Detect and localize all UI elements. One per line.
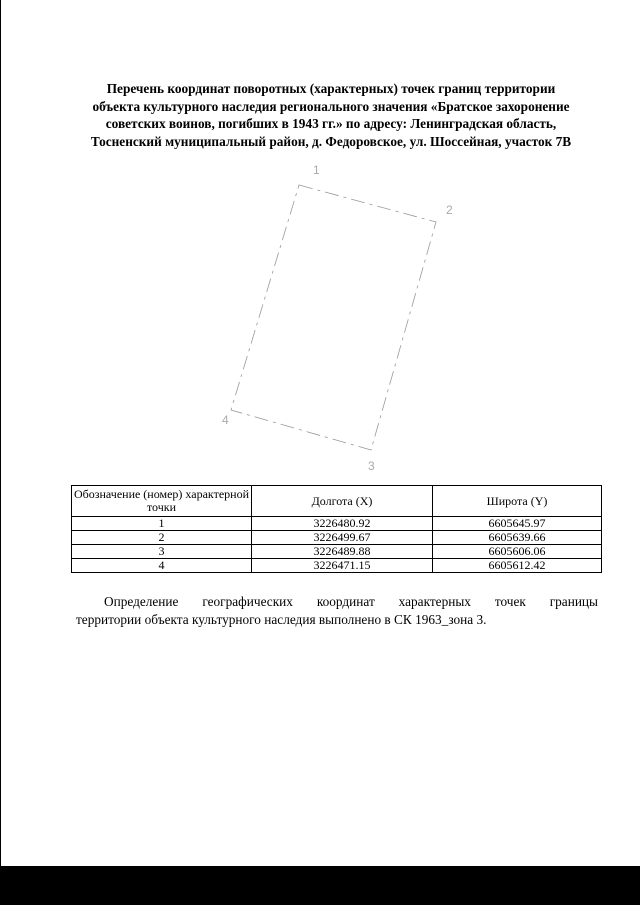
coordinate-system-note [76, 593, 598, 629]
point-label-2: 2 [446, 203, 453, 217]
title-line-3: советских воинов, погибших в 1943 гг.» по адресу: Ленинградская область, [105, 116, 557, 131]
note-line-1: Определение географических координат характерных точек границы [104, 594, 598, 609]
longitude-value: 3226489.88 [252, 545, 433, 559]
latitude-value: 6605612.42 [433, 559, 602, 573]
title-line-2: объекта культурного наследия регионального значения «Братское захоронение [92, 98, 570, 114]
latitude-value: 6605639.66 [433, 531, 602, 545]
latitude-value: 6605606.06 [433, 545, 602, 559]
longitude-value: 3226471.15 [252, 559, 433, 573]
table-header-row [72, 486, 602, 517]
longitude-value: 3226499.67 [252, 531, 433, 545]
coordinates-table [71, 485, 602, 573]
latitude-value: 6605645.97 [433, 517, 602, 531]
point-label-3: 3 [368, 459, 375, 473]
point-number: 1 [72, 517, 252, 531]
column-header-latitude: Широта (Y) [433, 486, 602, 517]
table-row [72, 531, 602, 545]
point-label-4: 4 [222, 413, 229, 427]
point-number: 4 [72, 559, 252, 573]
table-row [72, 545, 602, 559]
table-row [72, 517, 602, 531]
title-line-1: Перечень координат поворотных (характерных) точек границ территории [106, 81, 556, 96]
boundary-plan [216, 160, 466, 475]
bottom-black-bar [0, 866, 640, 905]
title-line-4: Тосненский муниципальный район, д. Федоровское, ул. Шоссейная, участок 7В [90, 133, 572, 149]
document-title [61, 80, 601, 150]
boundary-polygon [231, 185, 436, 450]
note-line-2: территории объекта культурного наследия выполнено в СК 1963_зона 3. [76, 612, 487, 627]
point-number: 3 [72, 545, 252, 559]
longitude-value: 3226480.92 [252, 517, 433, 531]
column-header-longitude: Долгота (X) [252, 486, 433, 517]
point-label-1: 1 [313, 163, 320, 177]
table-row [72, 559, 602, 573]
point-number: 2 [72, 531, 252, 545]
column-header-point: Обозначение (номер) характерной точки [72, 486, 252, 517]
